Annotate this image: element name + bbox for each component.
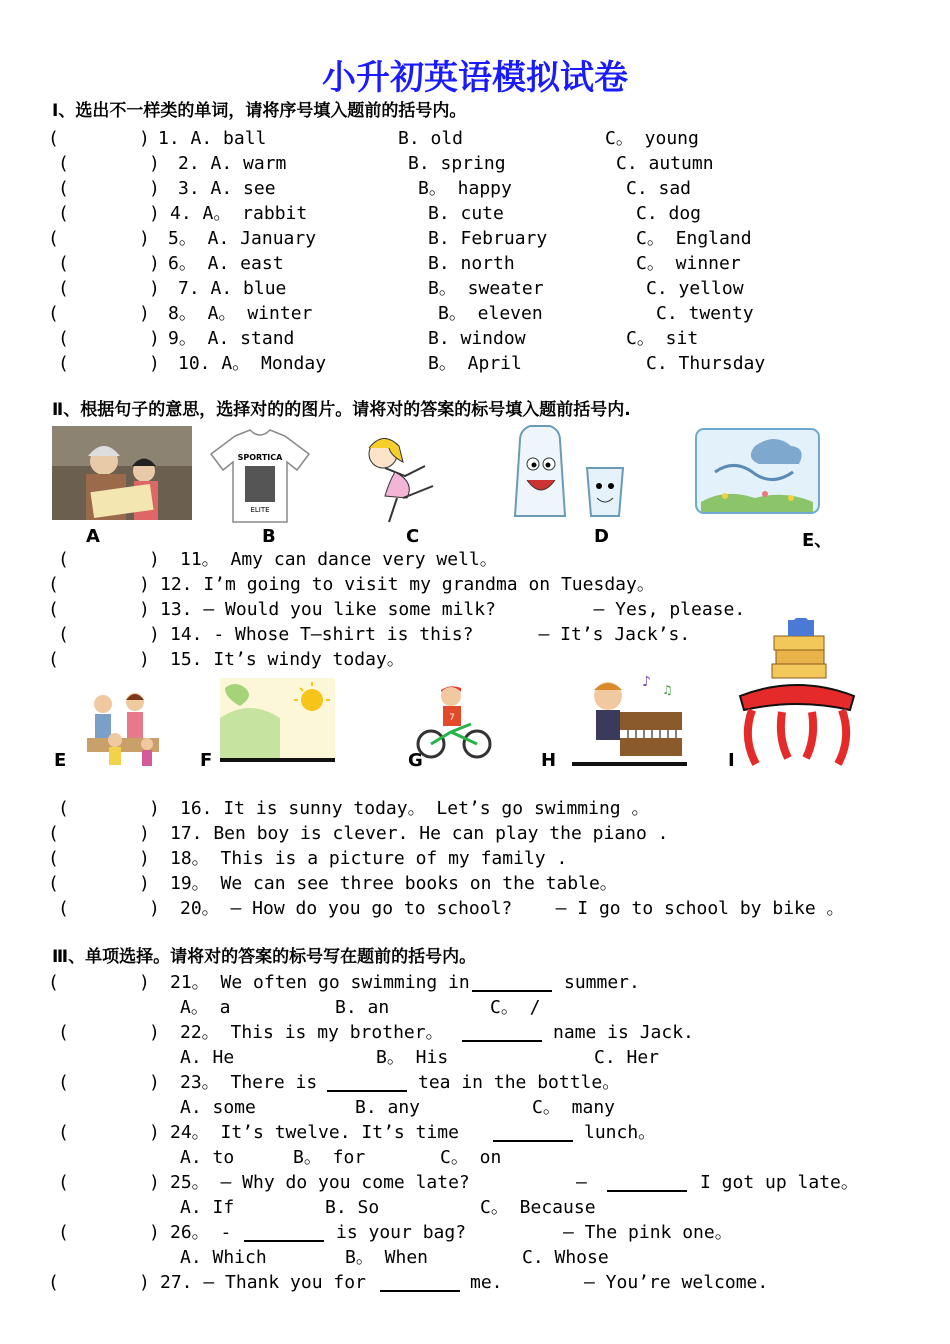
milk-bottle-picture bbox=[505, 420, 640, 520]
question-option-a: 10. A。 Monday bbox=[178, 353, 327, 374]
family-picture bbox=[73, 686, 173, 772]
question-option-c: C。 young bbox=[605, 128, 699, 149]
question-text: 11。 Amy can dance very well。 bbox=[180, 549, 498, 570]
question-item bbox=[0, 1122, 950, 1144]
answer-paren-open[interactable]: ( bbox=[48, 128, 59, 149]
fill-in-blank[interactable] bbox=[607, 1174, 687, 1192]
question-option-a: 1. A. ball bbox=[158, 128, 267, 149]
answer-paren-close: ) bbox=[149, 278, 160, 299]
question-option-b: B. February bbox=[428, 228, 548, 249]
grandma-reading-picture bbox=[52, 426, 192, 520]
fill-in-blank[interactable] bbox=[462, 1024, 542, 1042]
answer-paren-open[interactable]: ( bbox=[58, 1222, 69, 1243]
question-text: 21。 We often go swimming in bbox=[170, 972, 470, 993]
question-item bbox=[0, 848, 950, 870]
question-option-b: B. old bbox=[398, 128, 464, 149]
answer-paren-open[interactable]: ( bbox=[48, 599, 59, 620]
question-option-a: 8。 A。 winter bbox=[168, 303, 313, 324]
answer-paren-open[interactable]: ( bbox=[58, 1022, 69, 1043]
choice-option: C。 on bbox=[440, 1147, 502, 1168]
answer-paren-open[interactable]: ( bbox=[48, 303, 59, 324]
question-text: 15. It’s windy today。 bbox=[170, 649, 405, 670]
question-option-a: 2. A. warm bbox=[178, 153, 287, 174]
answer-paren-open[interactable]: ( bbox=[48, 228, 59, 249]
question-item bbox=[0, 549, 950, 571]
question-option-a: 4. A。 rabbit bbox=[170, 203, 308, 224]
question-item bbox=[0, 798, 950, 820]
choice-option: C。 / bbox=[490, 997, 541, 1018]
answer-paren-close: ) bbox=[139, 873, 150, 894]
question-text-end: me. bbox=[470, 1272, 503, 1293]
question-text: 19。 We can see three books on the table。 bbox=[170, 873, 618, 894]
options-row bbox=[0, 1147, 950, 1169]
question-answer: — The pink one。 bbox=[563, 1222, 733, 1243]
choice-option: A。 a bbox=[180, 997, 231, 1018]
fill-in-blank[interactable] bbox=[327, 1074, 407, 1092]
ballet-dancer-picture bbox=[345, 426, 455, 526]
answer-paren-close: ) bbox=[139, 823, 150, 844]
choice-option: A. Which bbox=[180, 1247, 267, 1268]
fill-in-blank[interactable] bbox=[244, 1224, 324, 1242]
question-text-end: tea in the bottle。 bbox=[418, 1072, 621, 1093]
section1-item bbox=[0, 178, 950, 200]
answer-paren-close: ) bbox=[139, 1272, 150, 1293]
answer-paren-open[interactable]: ( bbox=[58, 1172, 69, 1193]
question-option-a: 5。 A. January bbox=[168, 228, 317, 249]
picture-label: H bbox=[541, 750, 557, 771]
question-text: 14. - Whose T—shirt is this? — It’s Jack’s. bbox=[170, 624, 691, 645]
section1-item bbox=[0, 278, 950, 300]
choice-option: A. some bbox=[180, 1097, 256, 1118]
picture-label: A bbox=[86, 526, 100, 547]
page-title: 小升初英语模拟试卷 bbox=[322, 58, 628, 98]
question-text: 26。 - bbox=[170, 1222, 232, 1243]
question-text: 12. I’m going to visit my grandma on Tuesday。 bbox=[160, 574, 655, 595]
picture-label: B bbox=[262, 526, 276, 547]
picture-label: G bbox=[408, 750, 423, 771]
dash: — bbox=[576, 1172, 587, 1193]
question-item bbox=[0, 1272, 950, 1294]
choice-option: B. an bbox=[335, 997, 390, 1018]
svg-text:SPORTICA: SPORTICA bbox=[237, 453, 283, 462]
choice-option: B. any bbox=[355, 1097, 421, 1118]
question-item bbox=[0, 873, 950, 895]
choice-option: C。 Because bbox=[480, 1197, 596, 1218]
choice-option: A. He bbox=[180, 1047, 235, 1068]
section1-item bbox=[0, 228, 950, 250]
section1-item bbox=[0, 253, 950, 275]
question-text: 16. It is sunny today。 Let’s go swimming 。 bbox=[180, 798, 650, 819]
answer-paren-close: ) bbox=[139, 128, 150, 149]
answer-paren-close: ) bbox=[149, 253, 160, 274]
question-text: 22。 This is my brother。 bbox=[180, 1022, 444, 1043]
question-text: 17. Ben boy is clever. He can play the piano . bbox=[170, 823, 669, 844]
question-text-end: summer. bbox=[564, 972, 640, 993]
answer-paren-open[interactable]: ( bbox=[58, 798, 69, 819]
answer-paren-close: ) bbox=[149, 353, 160, 374]
section1-item bbox=[0, 353, 950, 375]
tshirt-picture bbox=[205, 426, 315, 526]
question-option-c: C. Thursday bbox=[646, 353, 766, 374]
answer-paren-close: ) bbox=[149, 1022, 160, 1043]
answer-paren-open[interactable]: ( bbox=[58, 178, 69, 199]
answer-paren-open[interactable]: ( bbox=[58, 253, 69, 274]
question-option-a: 3. A. see bbox=[178, 178, 276, 199]
question-text-end: I got up late。 bbox=[700, 1172, 859, 1193]
answer-paren-open[interactable]: ( bbox=[48, 574, 59, 595]
answer-paren-open[interactable]: ( bbox=[48, 873, 59, 894]
choice-option: B。 for bbox=[293, 1147, 366, 1168]
answer-paren-open[interactable]: ( bbox=[58, 153, 69, 174]
section3-heading: Ⅲ、单项选择。请将对的答案的标号写在题前的括号内。 bbox=[52, 947, 477, 967]
answer-paren-close: ) bbox=[139, 972, 150, 993]
question-option-b: B。 April bbox=[428, 353, 522, 374]
answer-paren-close: ) bbox=[149, 898, 160, 919]
question-item bbox=[0, 898, 950, 920]
section1-item bbox=[0, 203, 950, 225]
question-text: 24。 It’s twelve. It’s time bbox=[170, 1122, 459, 1143]
question-option-b: B. spring bbox=[408, 153, 506, 174]
answer-paren-close: ) bbox=[149, 624, 160, 645]
answer-paren-open[interactable]: ( bbox=[58, 278, 69, 299]
options-row bbox=[0, 997, 950, 1019]
answer-paren-close: ) bbox=[149, 178, 160, 199]
bike-boy-picture bbox=[415, 684, 495, 760]
answer-paren-close: ) bbox=[139, 303, 150, 324]
question-option-c: C. dog bbox=[636, 203, 702, 224]
question-answer: — You’re welcome. bbox=[584, 1272, 769, 1293]
choice-option: B。 When bbox=[345, 1247, 429, 1268]
question-text: 27. — Thank you for bbox=[160, 1272, 366, 1293]
answer-paren-open[interactable]: ( bbox=[58, 549, 69, 570]
question-option-b: B。 sweater bbox=[428, 278, 544, 299]
question-option-a: 9。 A. stand bbox=[168, 328, 295, 349]
question-item bbox=[0, 1172, 950, 1194]
picture-label: E bbox=[54, 750, 67, 771]
answer-paren-close: ) bbox=[149, 1122, 160, 1143]
question-item bbox=[0, 1222, 950, 1244]
choice-option: B. So bbox=[325, 1197, 380, 1218]
answer-paren-open[interactable]: ( bbox=[58, 353, 69, 374]
section1-item bbox=[0, 303, 950, 325]
question-text: 13. — Would you like some milk? — Yes, please. bbox=[160, 599, 746, 620]
choice-option: C。 many bbox=[532, 1097, 616, 1118]
choice-option: B。 His bbox=[376, 1047, 449, 1068]
sunny-picture bbox=[220, 678, 335, 762]
fill-in-blank[interactable] bbox=[380, 1274, 460, 1292]
question-item bbox=[0, 823, 950, 845]
section1-item bbox=[0, 328, 950, 350]
question-text: 25。 — Why do you come late? bbox=[170, 1172, 470, 1193]
answer-paren-open[interactable]: ( bbox=[58, 203, 69, 224]
answer-paren-close: ) bbox=[149, 1172, 160, 1193]
answer-paren-open[interactable]: ( bbox=[58, 328, 69, 349]
question-text-end: lunch。 bbox=[584, 1122, 657, 1143]
question-option-b: B. cute bbox=[428, 203, 504, 224]
answer-paren-open[interactable]: ( bbox=[48, 848, 59, 869]
question-option-c: C. autumn bbox=[616, 153, 714, 174]
picture-label: D bbox=[594, 526, 609, 547]
question-item bbox=[0, 1022, 950, 1044]
question-text: 20。 — How do you go to school? — I go to school by bike 。 bbox=[180, 898, 845, 919]
answer-paren-close: ) bbox=[149, 1222, 160, 1243]
section1-item bbox=[0, 128, 950, 150]
question-option-c: C。 winner bbox=[636, 253, 741, 274]
question-option-c: C. twenty bbox=[656, 303, 754, 324]
picture-label: C bbox=[406, 526, 420, 547]
svg-text:7: 7 bbox=[449, 713, 455, 723]
answer-paren-close: ) bbox=[149, 798, 160, 819]
section1-item bbox=[0, 153, 950, 175]
question-option-c: C. yellow bbox=[646, 278, 744, 299]
section1-heading: Ⅰ、选出不一样类的单词，请将序号填入题前的括号内。 bbox=[52, 101, 467, 121]
svg-text:♫: ♫ bbox=[662, 683, 673, 697]
options-row bbox=[0, 1047, 950, 1069]
answer-paren-open[interactable]: ( bbox=[58, 1122, 69, 1143]
options-row bbox=[0, 1197, 950, 1219]
choice-option: A. to bbox=[180, 1147, 235, 1168]
answer-paren-open[interactable]: ( bbox=[48, 1272, 59, 1293]
picture-label: F bbox=[200, 750, 213, 771]
question-text-end: is your bag? bbox=[336, 1222, 467, 1243]
answer-paren-open[interactable]: ( bbox=[58, 898, 69, 919]
question-option-c: C。 sit bbox=[626, 328, 699, 349]
question-option-b: B。 happy bbox=[418, 178, 512, 199]
question-option-b: B. north bbox=[428, 253, 515, 274]
question-text-end: name is Jack. bbox=[553, 1022, 694, 1043]
answer-paren-close: ) bbox=[149, 203, 160, 224]
svg-text:ELITE: ELITE bbox=[250, 506, 270, 514]
options-row bbox=[0, 1097, 950, 1119]
windy-picture bbox=[695, 428, 820, 514]
question-option-b: B。 eleven bbox=[438, 303, 543, 324]
fill-in-blank[interactable] bbox=[493, 1124, 573, 1142]
choice-option: C. Her bbox=[594, 1047, 660, 1068]
books-on-table-picture bbox=[732, 618, 862, 768]
answer-paren-open[interactable]: ( bbox=[58, 1072, 69, 1093]
picture-label: I bbox=[728, 750, 735, 771]
question-text: 23。 There is bbox=[180, 1072, 318, 1093]
answer-paren-open[interactable]: ( bbox=[48, 823, 59, 844]
question-option-a: 7. A. blue bbox=[178, 278, 287, 299]
question-option-b: B. window bbox=[428, 328, 526, 349]
choice-option: A. If bbox=[180, 1197, 235, 1218]
answer-paren-open[interactable]: ( bbox=[48, 972, 59, 993]
answer-paren-close: ) bbox=[149, 153, 160, 174]
question-item bbox=[0, 1072, 950, 1094]
svg-text:♪: ♪ bbox=[642, 674, 651, 690]
answer-paren-open[interactable]: ( bbox=[58, 624, 69, 645]
answer-paren-close: ) bbox=[139, 599, 150, 620]
piano-boy-picture bbox=[572, 672, 687, 766]
picture-label: E、 bbox=[802, 530, 833, 551]
question-option-c: C. sad bbox=[626, 178, 692, 199]
section2-heading: Ⅱ、根据句子的意思，选择对的的图片。请将对的答案的标号填入题前括号内. bbox=[52, 400, 631, 420]
answer-paren-close: ) bbox=[149, 328, 160, 349]
answer-paren-close: ) bbox=[139, 574, 150, 595]
question-item bbox=[0, 574, 950, 596]
question-text: 18。 This is a picture of my family . bbox=[170, 848, 568, 869]
answer-paren-close: ) bbox=[149, 1072, 160, 1093]
answer-paren-close: ) bbox=[139, 649, 150, 670]
question-item bbox=[0, 972, 950, 994]
fill-in-blank[interactable] bbox=[472, 974, 552, 992]
answer-paren-close: ) bbox=[139, 228, 150, 249]
question-option-a: 6。 A. east bbox=[168, 253, 284, 274]
answer-paren-open[interactable]: ( bbox=[48, 649, 59, 670]
question-option-c: C。 England bbox=[636, 228, 752, 249]
answer-paren-close: ) bbox=[139, 848, 150, 869]
choice-option: C. Whose bbox=[522, 1247, 609, 1268]
options-row bbox=[0, 1247, 950, 1269]
answer-paren-close: ) bbox=[149, 549, 160, 570]
